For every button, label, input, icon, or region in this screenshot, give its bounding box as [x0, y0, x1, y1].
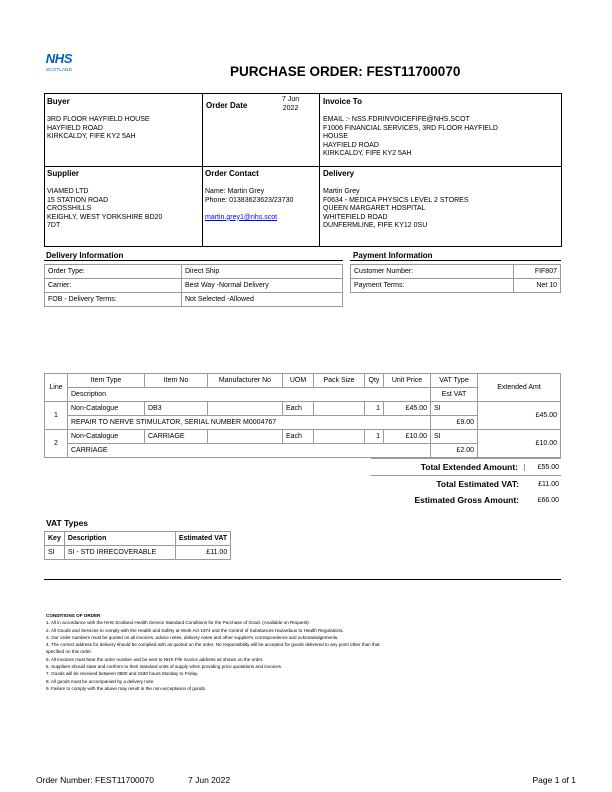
delivery-info-label: FOB - Delivery Terms: — [45, 293, 182, 307]
delivery-address — [323, 188, 469, 231]
header-divider-h — [44, 166, 562, 167]
supplier-line: CROSSHILLS — [47, 205, 92, 213]
invoice-to-label: Invoice To — [323, 97, 362, 106]
est-vat: £9.00 — [431, 416, 478, 430]
vat-types-table — [44, 531, 231, 560]
delivery-info-table — [44, 264, 343, 307]
condition-item: specified on this order. — [46, 649, 92, 655]
section-divider — [44, 579, 561, 580]
supplier-address — [47, 188, 162, 231]
col-qty-header: Qty — [365, 374, 384, 388]
description: CARRIAGE — [68, 444, 431, 458]
table-row — [45, 279, 343, 293]
invoice-line: F1006 FINANCIAL SERVICES, 3RD FLOOR HAYFIELD — [323, 124, 498, 132]
delivery-info-value: Best Way -Normal Delivery — [182, 279, 343, 293]
contact-phone: Phone: 01383623623/23730 — [205, 196, 294, 204]
order-contact-details — [205, 188, 293, 222]
total-label: Estimated Gross Amount: — [414, 495, 519, 505]
total-value: £11.00 — [538, 480, 559, 488]
vat-description-header: Description — [64, 532, 175, 546]
col-manufacturer-no-header: Manufacturer No — [208, 374, 283, 388]
pack-size — [314, 402, 365, 416]
delivery-info-rule — [44, 260, 343, 261]
order-date-label: Order Date — [206, 101, 248, 110]
item-type: Non-Catalogue — [68, 430, 145, 444]
item-no: DB3 — [145, 402, 208, 416]
table-row — [45, 293, 343, 307]
total-row — [371, 476, 561, 492]
order-date-value — [282, 96, 299, 113]
payment-info-value: FIF807 — [514, 265, 561, 279]
condition-item: 3. Our order numbers must be quoted on all invoices, advice notes, delivery notes and other supplier's correspondence and acknowledgements. — [46, 634, 339, 640]
payment-info-rule — [350, 260, 561, 261]
total-row — [371, 492, 561, 508]
order-contact-label: Order Contact — [205, 169, 259, 178]
conditions-of-order — [46, 612, 380, 692]
vat-key-header: Key — [45, 532, 65, 546]
item-type: Non-Catalogue — [68, 402, 145, 416]
manufacturer-no — [208, 430, 283, 444]
header-divider-v1 — [202, 93, 203, 247]
logo-subtitle: SCOTLAND — [45, 67, 73, 72]
line-number: 1 — [45, 402, 68, 430]
table-row — [45, 265, 343, 279]
col-extended-amt-header: Extended Amt — [478, 374, 561, 402]
col-pack-size-header: Pack Size — [314, 374, 365, 388]
pack-size — [314, 430, 365, 444]
contact-email-link[interactable]: martin.grey1@nhs.scot — [205, 213, 278, 221]
delivery-info-value: Not Selected -Allowed — [182, 293, 343, 307]
table-row — [45, 430, 561, 444]
vat-type: SI — [431, 402, 478, 416]
invoice-line: EMAIL :- NSS.FDRINVOICEFIFE@NHS.SCOT — [323, 116, 470, 123]
invoice-line: HAYFIELD ROAD — [323, 141, 379, 149]
page-title: PURCHASE ORDER: FEST11700070 — [230, 64, 461, 79]
delivery-line: Martin Grey — [323, 188, 360, 195]
invoice-to-address — [323, 116, 498, 159]
col-est-vat-header: Est VAT — [431, 388, 478, 402]
buyer-line: 3RD FLOOR HAYFIELD HOUSE — [47, 116, 150, 123]
description: REPAIR TO NERVE STIMULATOR, SERIAL NUMBER M0004767 — [68, 416, 431, 430]
payment-info-heading: Payment Information — [353, 251, 433, 260]
supplier-line: VIAMED LTD — [47, 188, 89, 195]
table-header-row — [45, 532, 231, 546]
condition-item: 8. All goods must be accompanied by a delivery note. — [46, 678, 155, 684]
supplier-line: 15 STATION ROAD — [47, 196, 109, 204]
line-number: 2 — [45, 430, 68, 458]
table-header-row — [45, 374, 561, 388]
contact-name: Name: Martin Grey — [205, 188, 265, 195]
totals-block — [371, 458, 561, 508]
header-divider-v2 — [319, 93, 320, 247]
vat-types-heading: VAT Types — [46, 518, 89, 528]
delivery-label: Delivery — [323, 169, 355, 178]
condition-item: 9. Failure to comply with the above may result in the non-acceptance of goods. — [46, 685, 207, 691]
invoice-line: KIRKCALDY, FIFE KY2 5AH — [323, 150, 412, 158]
delivery-info-heading: Delivery Information — [46, 251, 124, 260]
footer-date: 7 Jun 2022 — [188, 775, 231, 785]
extended-amt: £45.00 — [478, 402, 561, 430]
payment-info-table — [350, 264, 561, 293]
table-row — [45, 402, 561, 416]
delivery-line: WHITEFIELD ROAD — [323, 213, 388, 221]
qty: 1 — [365, 402, 384, 416]
buyer-address — [47, 116, 150, 142]
vat-estimated-header: Estimated VAT — [175, 532, 230, 546]
invoice-line: HOUSE — [323, 133, 348, 141]
manufacturer-no — [208, 402, 283, 416]
condition-item: 2. All Goods and Services to comply with the Health and Safety at Work Act 1974 and the Control of Substances Hazardous to Health Regulations. — [46, 627, 344, 633]
est-vat: £2.00 — [431, 444, 478, 458]
table-row — [45, 546, 231, 560]
supplier-line: 7DT — [47, 222, 61, 230]
buyer-line: HAYFIELD ROAD — [47, 124, 103, 132]
col-item-type-header: Item Type — [68, 374, 145, 388]
condition-item: 6. Suppliers should state and conform to their standard units of supply when providing price quotations and invoices. — [46, 664, 283, 670]
col-item-no-header: Item No — [145, 374, 208, 388]
vat-type: SI — [431, 430, 478, 444]
buyer-line: KIRKCALDY, FIFE KY2 5AH — [47, 133, 136, 141]
delivery-line: F0634 - MEDICA PHYSICS LEVEL 2 STORES — [323, 196, 469, 204]
conditions-heading: CONDITIONS OF ORDER — [46, 613, 101, 618]
vat-key: SI — [45, 546, 65, 560]
delivery-line: QUEEN MARGARET HOSPITAL — [323, 205, 426, 213]
col-uom-header: UOM — [283, 374, 314, 388]
unit-price: £45.00 — [384, 402, 431, 416]
table-row — [351, 265, 561, 279]
uom: Each — [283, 430, 314, 444]
total-label: Total Extended Amount: — [420, 462, 518, 472]
footer-page: Page 1 of 1 — [532, 775, 576, 785]
supplier-line: KEIGHLY, WEST YORKSHIRE BD20 — [47, 213, 163, 221]
condition-item: 4. The correct address for delivery should be complied with as quoted on the order. No responsibility will be accepted for goods delivered to any point other than that — [46, 642, 380, 648]
payment-info-value: Net 10 — [514, 279, 561, 293]
payment-info-label: Payment Terms: — [351, 279, 514, 293]
delivery-info-value: Direct Ship — [182, 265, 343, 279]
order-date-year: 2022 — [282, 104, 299, 112]
total-value: £66.00 — [537, 496, 559, 504]
condition-item: 7. Goods will be received between 0800 and 1530 hours Monday to Friday. — [46, 671, 199, 677]
qty: 1 — [365, 430, 384, 444]
condition-item: 5. All invoices must bear the order number and be sent to NHS Fife invoice address as shown on the order. — [46, 656, 264, 662]
line-items-table — [44, 373, 561, 458]
col-vat-type-header: VAT Type — [431, 374, 478, 388]
delivery-info-label: Order Type: — [45, 265, 182, 279]
buyer-label: Buyer — [47, 97, 70, 106]
footer-order-number: Order Number: FEST11700070 — [36, 775, 154, 785]
item-no: CARRIAGE — [145, 430, 208, 444]
payment-info-label: Customer Number: — [351, 265, 514, 279]
col-unit-price-header: Unit Price — [384, 374, 431, 388]
col-description-header: Description — [68, 388, 431, 402]
vat-estimated: £11.00 — [175, 546, 230, 560]
order-date-day: 7 Jun — [282, 96, 300, 103]
logo-text: NHS — [45, 51, 73, 66]
unit-price: £10.00 — [384, 430, 431, 444]
delivery-info-label: Carrier: — [45, 279, 182, 293]
col-line-header: Line — [45, 374, 68, 402]
delivery-line: DUNFERMLINE, FIFE KY12 0SU — [323, 222, 428, 230]
extended-amt: £10.00 — [478, 430, 561, 458]
uom: Each — [283, 402, 314, 416]
nhs-scotland-logo — [44, 52, 74, 72]
total-label: Total Estimated VAT: — [436, 479, 519, 489]
table-row — [351, 279, 561, 293]
total-value: £55.00 — [524, 464, 561, 471]
supplier-label: Supplier — [47, 169, 80, 178]
condition-item: 1. All in accordance with the NHS Scotland Health Service Standard Conditions for the Purchase of Good. (Available on Request). — [46, 620, 310, 626]
vat-description: SI - STD IRRECOVERABLE — [64, 546, 175, 560]
total-row — [371, 458, 561, 476]
